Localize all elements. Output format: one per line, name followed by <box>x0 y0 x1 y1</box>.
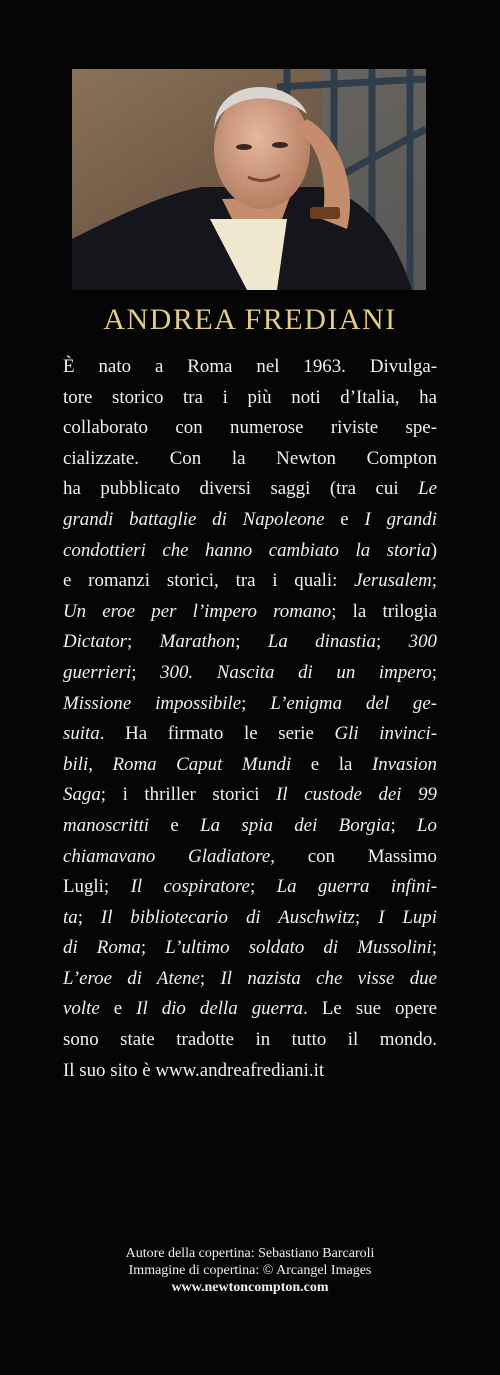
bio-title-italic: di Roma <box>63 937 141 959</box>
bio-line <box>63 1025 437 1056</box>
bio-line <box>63 933 437 964</box>
bio-title-italic: Lo <box>417 814 437 836</box>
bio-text: tore storico tra i più noti d’Italia, ha <box>63 386 437 408</box>
bio-text: ; <box>140 937 166 959</box>
bio-text: e romanzi storici, tra i quali: <box>63 570 355 592</box>
bio-text: ; <box>390 814 418 836</box>
bio-title-italic: Roma Caput Mundi <box>112 753 292 775</box>
bio-title-italic: Jerusalem <box>354 570 432 592</box>
bio-text: e <box>99 998 137 1020</box>
bio-title-italic: Le <box>418 478 437 500</box>
bio-line <box>63 658 437 689</box>
bio-line <box>63 474 437 505</box>
bio-text: ; <box>249 876 277 898</box>
bio-text: ; <box>131 661 161 683</box>
bio-line <box>63 780 437 811</box>
bio-line <box>63 842 437 873</box>
bio-title-italic: Il cospiratore <box>130 876 250 898</box>
bio-title-italic: Il nazista che visse due <box>220 967 437 989</box>
cover-author-credit: Autore della copertina: Sebastiano Barcaroli <box>125 1246 375 1261</box>
bio-title-italic: Dictator <box>63 631 128 653</box>
bio-title-italic: ta <box>63 906 78 928</box>
bio-line <box>63 1056 437 1087</box>
bio-line <box>63 964 437 995</box>
bio-line <box>63 505 437 536</box>
bio-line <box>63 352 437 383</box>
bio-title-italic: suita <box>63 723 100 745</box>
bio-title-italic: 300 <box>408 631 437 653</box>
bio-text: ; la trilogia <box>331 600 438 622</box>
bio-line <box>63 689 437 720</box>
bio-title-italic: Il dio della guerra <box>136 998 304 1020</box>
bio-text: , <box>88 753 113 775</box>
bio-text: cializzate. Con la Newton Compton <box>63 447 437 469</box>
bio-title-italic: chiamavano Gladiatore <box>63 845 271 867</box>
bio-text: ha pubblicato diversi saggi (tra cui <box>63 478 419 500</box>
bio-line <box>63 536 437 567</box>
credits <box>0 1245 500 1296</box>
bio-title-italic: volte <box>63 998 100 1020</box>
author-photo <box>72 69 426 290</box>
bio-line <box>63 383 437 414</box>
author-biography <box>63 352 437 1086</box>
bio-text: Il suo sito è www.andreafrediani.it <box>63 1059 325 1081</box>
bio-line <box>63 566 437 597</box>
bio-title-italic: 300. Nascita di un impero <box>160 661 432 683</box>
bio-text: ) <box>430 539 437 561</box>
bio-text: ; i thriller storici <box>100 784 277 806</box>
bio-text: ; <box>431 937 437 959</box>
bio-text: ; <box>235 631 268 653</box>
bio-title-italic: bili <box>63 753 89 775</box>
bio-text: , con Massimo <box>270 845 437 867</box>
bio-title-italic: La guerra infini- <box>276 876 437 898</box>
bio-title-italic: L’enigma del ge- <box>270 692 437 714</box>
bio-text: Lugli; <box>63 876 131 898</box>
cover-image-credit: Immagine di copertina: © Arcangel Images <box>128 1263 372 1278</box>
bio-text: e <box>149 814 201 836</box>
bio-title-italic: I grandi <box>364 508 437 530</box>
bio-line <box>63 627 437 658</box>
bio-text: . Ha firmato le serie <box>99 723 335 745</box>
bio-line <box>63 872 437 903</box>
bio-text: e <box>324 508 365 530</box>
bio-text: collaborato con numerose riviste spe- <box>63 417 437 439</box>
bio-text: sono state tradotte in tutto il mondo. <box>63 1029 437 1051</box>
bio-title-italic: Missione impossibile <box>63 692 242 714</box>
bio-line <box>63 413 437 444</box>
author-photo-image <box>72 69 426 290</box>
bio-title-italic: guerrieri <box>63 661 132 683</box>
bio-line <box>63 750 437 781</box>
bio-line <box>63 597 437 628</box>
bio-line <box>63 994 437 1025</box>
bio-title-italic: Il custode dei 99 <box>276 784 437 806</box>
bio-text: ; <box>241 692 271 714</box>
bio-title-italic: Invasion <box>371 753 437 775</box>
bio-text: ; <box>376 631 409 653</box>
bio-title-italic: Gli invinci- <box>334 723 437 745</box>
bio-text: ; <box>127 631 160 653</box>
bio-text: e la <box>291 753 372 775</box>
bio-title-italic: Un eroe per l’impero romano <box>63 600 332 622</box>
bio-line <box>63 719 437 750</box>
bio-title-italic: grandi battaglie di Napoleone <box>63 508 325 530</box>
bio-title-italic: I Lupi <box>378 906 437 928</box>
bio-line <box>63 444 437 475</box>
bio-text: . Le sue opere <box>303 998 438 1020</box>
bio-line <box>63 903 437 934</box>
bio-title-italic: L’eroe di Atene <box>63 967 200 989</box>
bio-text: ; <box>77 906 101 928</box>
bio-text: ; <box>431 661 437 683</box>
bio-title-italic: Marathon <box>159 631 236 653</box>
bio-text: ; <box>199 967 221 989</box>
bio-title-italic: Il bibliotecario di Auschwitz <box>100 906 355 928</box>
author-name: ANDREA FREDIANI <box>103 303 397 336</box>
bio-title-italic: manoscritti <box>63 814 150 836</box>
publisher-website: www.newtoncompton.com <box>171 1280 329 1295</box>
bio-title-italic: L’ultimo soldato di Mussolini <box>165 937 432 959</box>
bio-title-italic: condottieri che hanno cambiato la storia <box>63 539 431 561</box>
bio-text: È nato a Roma nel 1963. Divulga- <box>63 356 437 377</box>
bio-title-italic: La spia dei Borgia <box>200 814 391 836</box>
bio-title-italic: La dinastia <box>267 631 377 653</box>
bio-text: ; <box>354 906 379 928</box>
bio-text: ; <box>431 570 437 592</box>
bio-line <box>63 811 437 842</box>
bio-title-italic: Saga <box>63 784 101 806</box>
